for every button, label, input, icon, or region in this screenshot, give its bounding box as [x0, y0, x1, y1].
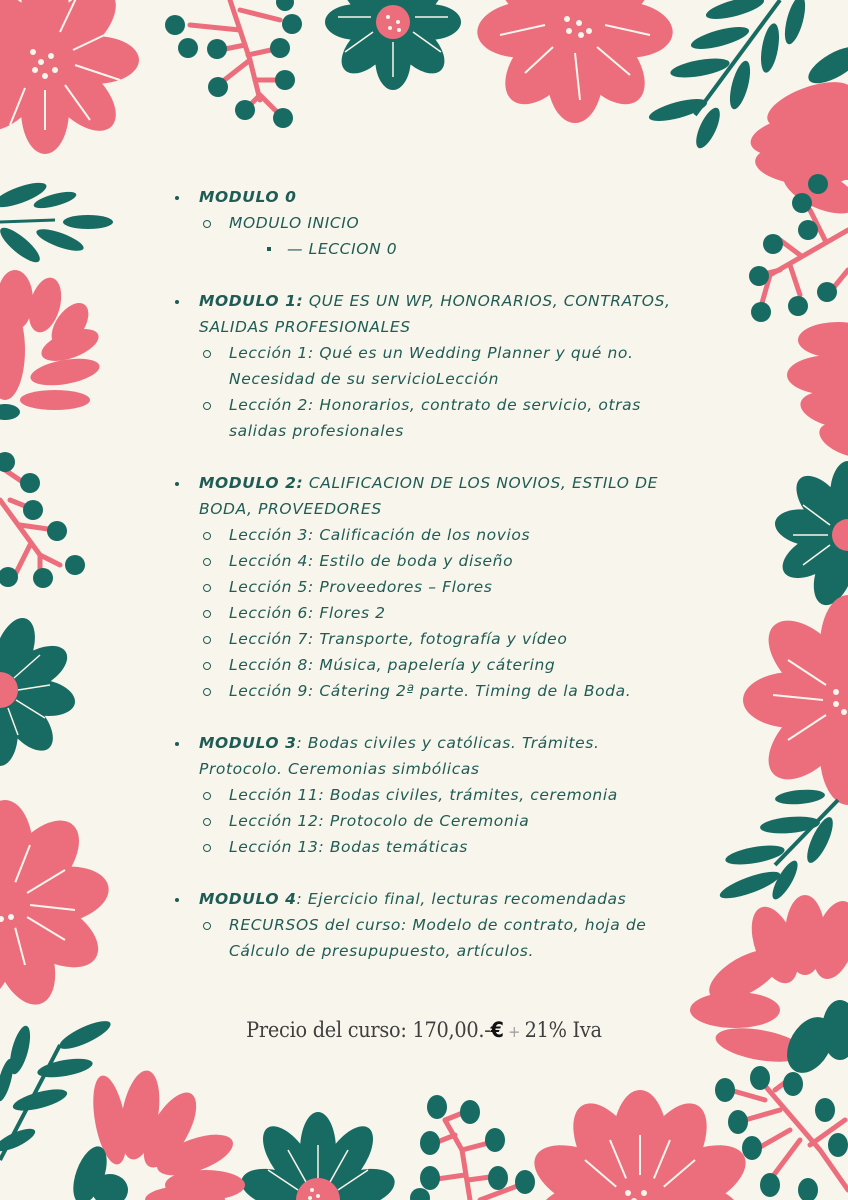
lesson-item [199, 626, 672, 652]
lesson-item [199, 548, 672, 574]
plus-sign: + [503, 1022, 525, 1041]
module-description: : Ejercicio final, lecturas recomendadas [296, 890, 627, 908]
module-item [172, 730, 672, 860]
sublesson-text: — LECCION 0 [287, 240, 398, 258]
lesson-text: Lección 2: Honorarios, contrato de servicio, otras salidas profesionales [229, 396, 641, 440]
module-item [172, 184, 672, 262]
lesson-text: Lección 1: Qué es un Wedding Planner y qué no. Necesidad de su servicioLección [229, 344, 634, 388]
lesson-item [199, 522, 672, 548]
lesson-item [199, 834, 672, 860]
module-item [172, 886, 672, 964]
module-label: MODULO 0 [199, 188, 297, 206]
course-syllabus [172, 184, 672, 990]
module-label: MODULO 3 [199, 734, 297, 752]
pink-flower-icon [524, 1090, 756, 1200]
price-label: Precio del curso: 170,00.- [246, 1018, 491, 1042]
module-description: QUE ES UN WP, HONORARIOS, CONTRATOS, SALIDAS PROFESIONALES [199, 292, 671, 336]
lesson-item [199, 808, 672, 834]
lesson-item [199, 600, 672, 626]
lesson-text: MODULO INICIO [229, 214, 360, 232]
lesson-text: Lección 12: Protocolo de Ceremonia [229, 812, 530, 830]
leaf-branch-icon [717, 788, 838, 904]
pink-flower-icon [0, 270, 103, 410]
module-title [172, 288, 672, 340]
pink-flower-icon [0, 800, 113, 1013]
module-title [172, 184, 672, 210]
lesson-text: Lección 6: Flores 2 [229, 604, 386, 622]
module-item [172, 470, 672, 704]
teal-flower-icon [237, 1112, 399, 1200]
lesson-text: Lección 3: Calificación de los novios [229, 526, 531, 544]
leaf-branch-icon [0, 178, 113, 267]
pink-flower-icon [0, 0, 139, 154]
module-title [172, 470, 672, 522]
lesson-item [199, 678, 672, 704]
teal-flower-icon [772, 461, 848, 611]
lesson-text: Lección 11: Bodas civiles, trámites, ceremonia [229, 786, 618, 804]
berry-branch-icon [410, 1095, 535, 1200]
lesson-item [199, 210, 672, 262]
lesson-item [199, 912, 672, 964]
pink-flower-icon [743, 595, 848, 805]
lesson-item [199, 392, 672, 444]
module-label: MODULO 2: [199, 474, 304, 492]
tax-label: 21% Iva [524, 1018, 602, 1042]
lesson-text: Lección 8: Música, papelería y cátering [229, 656, 556, 674]
module-label: MODULO 1: [199, 292, 304, 310]
teal-flower-icon [325, 0, 461, 90]
module-title [172, 730, 672, 782]
sublesson-item [259, 236, 672, 262]
module-title [172, 886, 672, 912]
module-description: CALIFICACION DE LOS NOVIOS, ESTILO DE BODA, PROVEEDORES [199, 474, 659, 518]
module-item [172, 288, 672, 444]
lesson-item [199, 340, 672, 392]
lesson-text: Lección 5: Proveedores – Flores [229, 578, 493, 596]
lesson-text: RECURSOS del curso: Modelo de contrato, hoja de Cálculo de presupupuesto, artículos. [229, 916, 647, 960]
lesson-item [199, 574, 672, 600]
euro-icon: € [490, 1018, 504, 1042]
berry-branch-icon [165, 0, 302, 128]
lesson-item [199, 782, 672, 808]
lesson-text: Lección 7: Transporte, fotografía y vídeo [229, 630, 568, 648]
pink-flower-icon [475, 0, 675, 123]
course-price [34, 1018, 814, 1042]
berry-branch-icon [0, 452, 85, 588]
lesson-text: Lección 4: Estilo de boda y diseño [229, 552, 514, 570]
teal-flower-icon [0, 612, 78, 766]
teal-leaf-icon [0, 404, 20, 420]
lesson-text: Lección 13: Bodas temáticas [229, 838, 468, 856]
module-description: : Bodas civiles y católicas. Trámites. Protocolo. Ceremonias simbólicas [199, 734, 600, 778]
module-label: MODULO 4 [199, 890, 297, 908]
pink-flower-icon [787, 322, 848, 464]
lesson-item [199, 652, 672, 678]
lesson-text: Lección 9: Cátering 2ª parte. Timing de la Boda. [229, 682, 632, 700]
